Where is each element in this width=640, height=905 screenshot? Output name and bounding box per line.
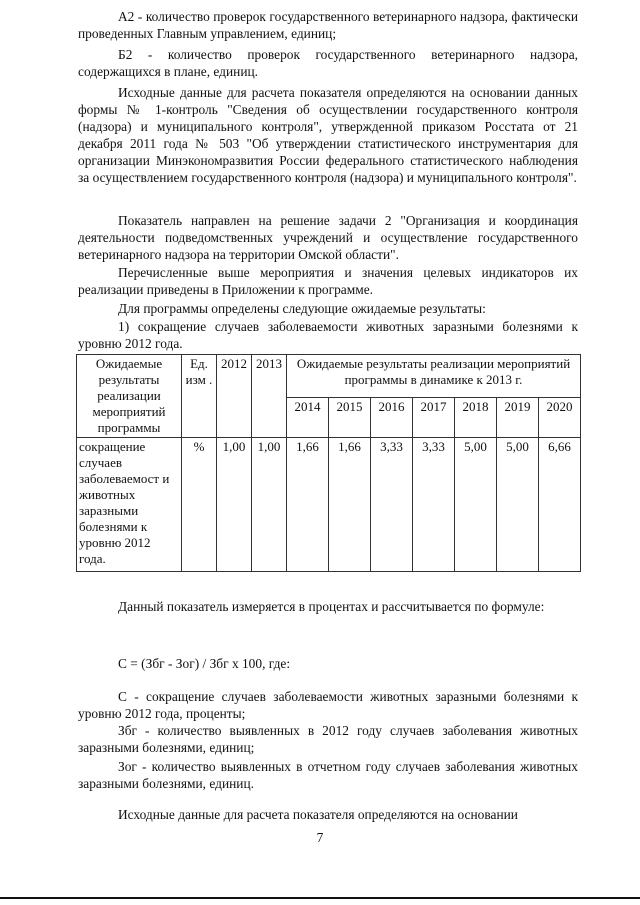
paragraph-a2: А2 - количество проверок государственного ветеринарного надзора, фактически проведенных Главным управлением, единиц;	[78, 9, 578, 41]
row-value: 1,66	[287, 438, 329, 572]
row-indicator-name: сокращение случаев заболеваемост и животных заразными болезнями к уровню 2012 года.	[77, 438, 182, 572]
paragraph-task-2: Показатель направлен на решение задачи 2 "Организация и координация деятельности подведомственных учреждений и осуществление государственного ветеринарного надзора на территории Омской области".	[78, 213, 578, 262]
row-value: 1,66	[329, 438, 371, 572]
paragraph-listed: Перечисленные выше мероприятия и значения целевых индикаторов их реализации приведены в Приложении к программе.	[78, 265, 578, 297]
row-value: 5,00	[497, 438, 539, 572]
year-cell: 2016	[371, 398, 413, 438]
year-cell: 2015	[329, 398, 371, 438]
year-cell: 2020	[539, 398, 581, 438]
year-cell: 2017	[413, 398, 455, 438]
year-cell: 2014	[287, 398, 329, 438]
definition-zog: Зог - количество выявленных в отчетном году случаев заболевания животных заразными болезнями, единиц.	[78, 759, 578, 791]
definition-c: С - сокращение случаев заболеваемости животных заразными болезнями к уровню 2012 года, проценты;	[78, 689, 578, 721]
header-dynamics: Ожидаемые результаты реализации мероприятий программы в динамике к 2013 г.	[287, 355, 581, 398]
header-2013: 2013	[252, 355, 287, 438]
header-2012: 2012	[217, 355, 252, 438]
paragraph-source-1: Исходные данные для расчета показателя определяются на основании данных формы № 1-контроль "Сведения об осуществлении государственного контроля (надзора) и муниципального контроля", утвержденной приказом Росстата от 21 декабря 2011 года № 503 "Об утверждении статистического инструментария для организации Минэкономразвития России федерального статистического наблюдения за осуществлением государственного контроля (надзора) и муниципального контроля".	[78, 85, 578, 185]
row-value-2012: 1,00	[217, 438, 252, 572]
paragraph-b2: Б2 - количество проверок государственного ветеринарного надзора, содержащихся в плане, единиц.	[78, 47, 578, 79]
row-value-2013: 1,00	[252, 438, 287, 572]
row-unit: %	[182, 438, 217, 572]
row-value: 5,00	[455, 438, 497, 572]
paragraph-item-1: 1) сокращение случаев заболеваемости животных заразными болезнями к уровню 2012 года.	[78, 319, 578, 351]
row-value: 3,33	[371, 438, 413, 572]
year-cell: 2018	[455, 398, 497, 438]
bottom-rule	[0, 897, 640, 899]
page-number: 7	[316, 830, 324, 845]
paragraph-measured: Данный показатель измеряется в процентах и рассчитывается по формуле:	[118, 599, 545, 614]
header-results: Ожидаемые результаты реализации мероприятий программы	[77, 355, 182, 438]
formula: С = (Збг - Зог) / Збг х 100, где:	[118, 656, 291, 671]
expected-results-table	[76, 354, 581, 572]
paragraph-expected: Для программы определены следующие ожидаемые результаты:	[118, 301, 486, 316]
header-unit: Ед. изм .	[182, 355, 217, 438]
definition-zbg: Збг - количество выявленных в 2012 году случаев заболевания животных заразными болезнями, единиц;	[78, 723, 578, 755]
year-cell: 2019	[497, 398, 539, 438]
row-value: 3,33	[413, 438, 455, 572]
paragraph-source-2: Исходные данные для расчета показателя определяются на основании	[118, 807, 518, 822]
row-value: 6,66	[539, 438, 581, 572]
